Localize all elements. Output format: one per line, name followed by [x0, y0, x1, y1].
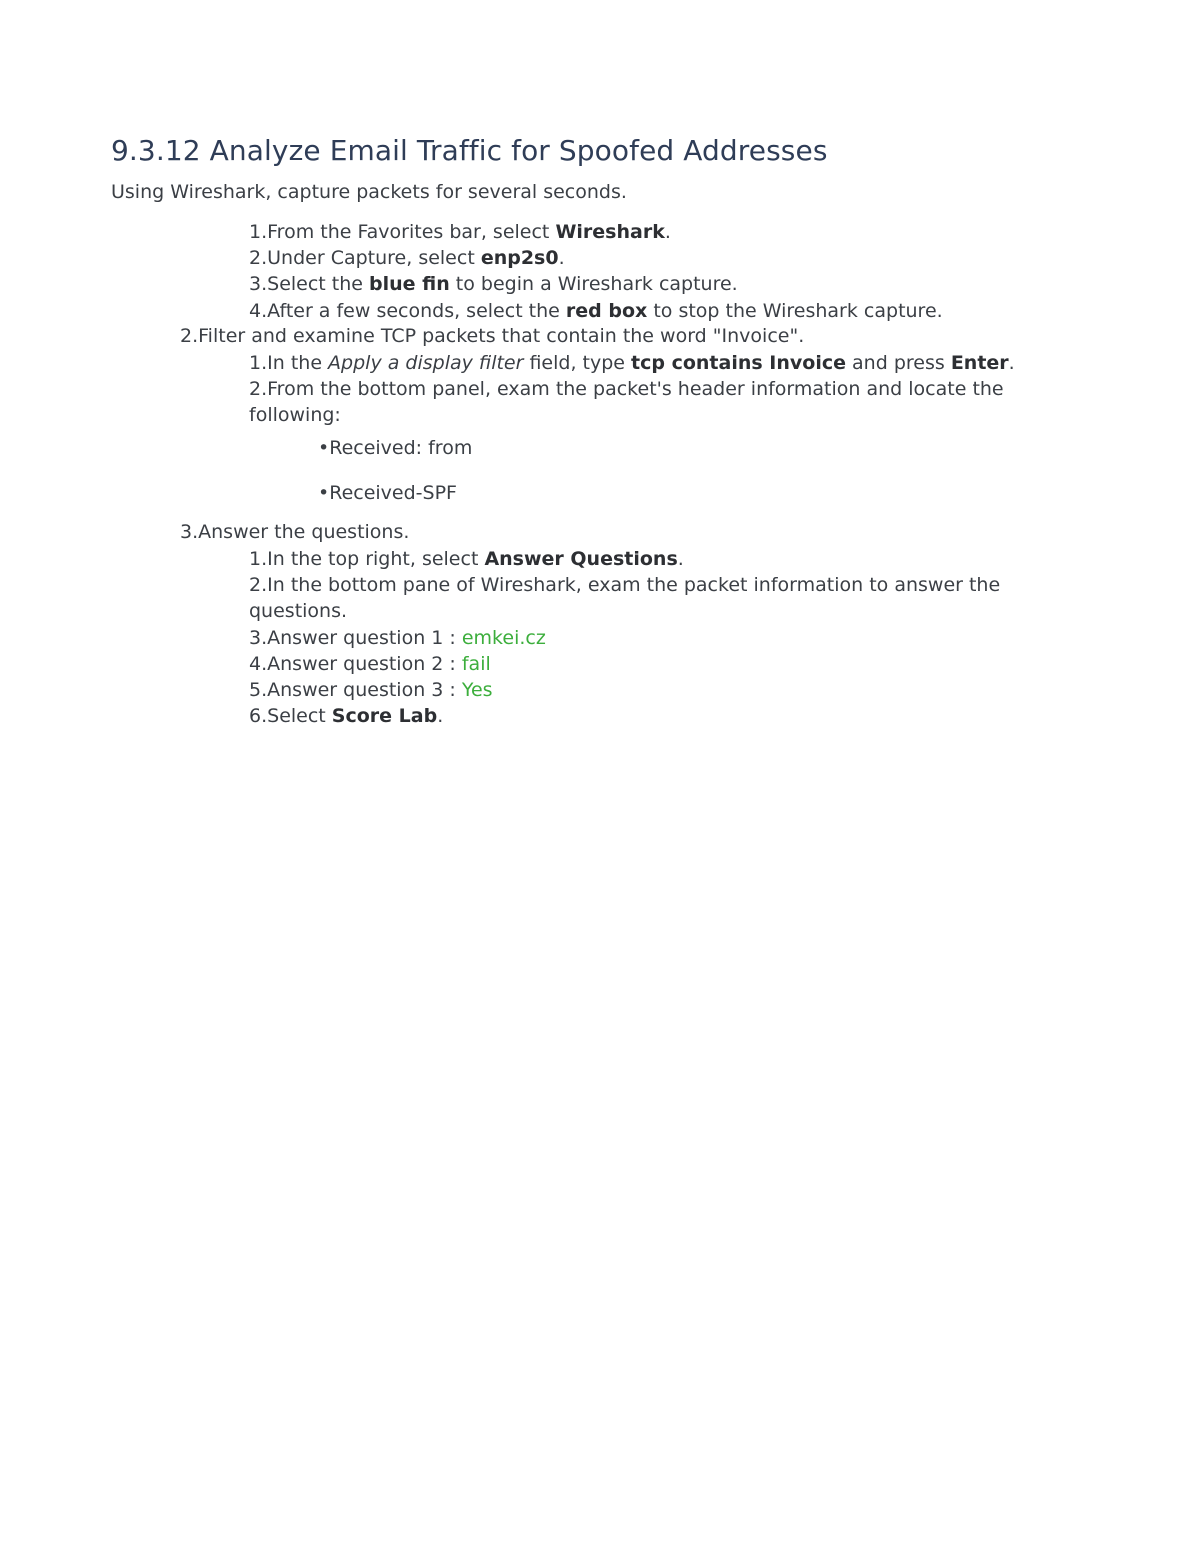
step-number: 2.: [249, 574, 268, 596]
step-number: 1.: [249, 548, 268, 570]
step-text: Answer the questions.: [198, 521, 410, 543]
field-name: Apply a display filter: [328, 352, 524, 374]
step-3: [180, 519, 409, 545]
ui-term: Wireshark: [555, 221, 665, 243]
step-text: to begin a Wireshark capture.: [449, 273, 738, 295]
ui-term: enp2s0: [480, 247, 559, 269]
step-text: After a few seconds, select the: [267, 300, 566, 322]
step-text: field, type: [523, 352, 632, 374]
step-number: 3.: [180, 521, 199, 543]
step-number: 3.: [249, 627, 268, 649]
step-number: 6.: [249, 705, 268, 727]
step2-substep-2-continued: following:: [249, 404, 341, 426]
step-2: [180, 323, 804, 349]
step-number: 5.: [249, 679, 268, 701]
step-text: Under Capture, select: [267, 247, 481, 269]
step-text: .: [664, 221, 671, 243]
step-text: Filter and examine TCP packets that contain the word "Invoice".: [198, 325, 805, 347]
step-number: 1.: [249, 221, 268, 243]
step-number: 1.: [249, 352, 268, 374]
step-text: In the bottom pane of Wireshark, exam the packet information to answer the: [267, 574, 1001, 596]
step3-substep-6: [249, 703, 443, 729]
step1-substep-3: [249, 271, 738, 297]
step1-substep-2: [249, 245, 565, 271]
step-text: From the bottom panel, exam the packet's header information and locate the: [267, 378, 1004, 400]
answer-value: fail: [461, 653, 491, 675]
key-name: Enter: [950, 352, 1009, 374]
step-number: 4.: [249, 653, 268, 675]
step-number: 2.: [249, 247, 268, 269]
answer-question-1: [249, 625, 546, 651]
step1-substep-4: [249, 298, 943, 324]
step-text: .: [1008, 352, 1015, 374]
bullet-item: [318, 480, 457, 506]
ui-term: Score Lab: [331, 705, 438, 727]
step-number: 2.: [249, 378, 268, 400]
step2-substep-2: [249, 376, 1004, 402]
answer-label: Answer question 2 :: [267, 653, 462, 675]
step-text: From the Favorites bar, select: [267, 221, 556, 243]
answer-question-3: [249, 677, 493, 703]
step-number: 4.: [249, 300, 268, 322]
filter-expression: tcp contains Invoice: [631, 352, 846, 374]
step-text: and press: [846, 352, 951, 374]
page-title: 9.3.12 Analyze Email Traffic for Spoofed Addresses: [111, 134, 828, 167]
answer-label: Answer question 3 :: [267, 679, 462, 701]
answer-value: emkei.cz: [461, 627, 546, 649]
answer-value: Yes: [461, 679, 493, 701]
step-text: Select: [267, 705, 332, 727]
step-text: In the: [267, 352, 329, 374]
step-text: .: [558, 247, 565, 269]
bullet-icon: •: [318, 437, 330, 459]
intro-text: Using Wireshark, capture packets for several seconds.: [111, 181, 627, 203]
step-text: In the top right, select: [267, 548, 485, 570]
step-number: 2.: [180, 325, 199, 347]
ui-term: Answer Questions: [484, 548, 678, 570]
ui-term: red box: [565, 300, 648, 322]
answer-question-2: [249, 651, 491, 677]
answer-label: Answer question 1 :: [267, 627, 462, 649]
step-text: .: [677, 548, 684, 570]
step-number: 3.: [249, 273, 268, 295]
step3-substep-2-continued: questions.: [249, 600, 348, 622]
step1-substep-1: [249, 219, 671, 245]
step-text: to stop the Wireshark capture.: [647, 300, 943, 322]
bullet-icon: •: [318, 482, 330, 504]
step2-substep-1: [249, 350, 1015, 376]
bullet-item: [318, 435, 472, 461]
step-text: Select the: [267, 273, 370, 295]
step-text: .: [437, 705, 444, 727]
step3-substep-2: [249, 572, 1000, 598]
bullet-text: Received-SPF: [329, 482, 457, 504]
step3-substep-1: [249, 546, 684, 572]
bullet-text: Received: from: [329, 437, 473, 459]
ui-term: blue fin: [369, 273, 450, 295]
